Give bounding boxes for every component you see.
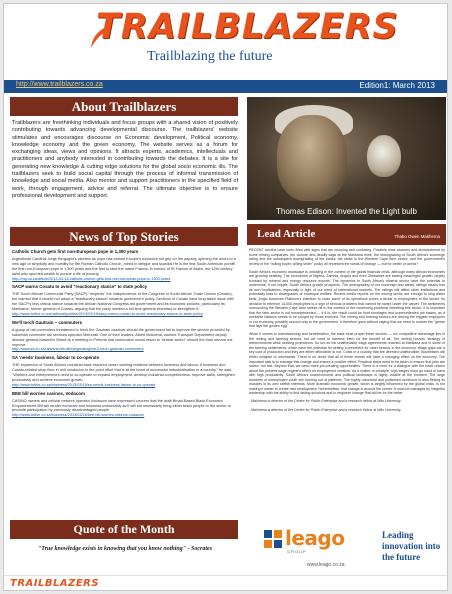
tagline: Trailblazing the future — [147, 49, 273, 64]
news-title: BEE bill worries casinos, Vodacom — [12, 390, 85, 396]
author-note: - Makhema is director of the Centre for Public Enterprise and a research fellow at Wits University. — [249, 407, 402, 412]
news-title: We'll torch Gautrain – commuters — [12, 319, 83, 325]
lead-paragraph: South Africa's economic landscape is unfolding in the context of the global financial crisis, although many African economies are growing healthily. The economies of Nigeria, Zambia, Angola and even Zimbabwe are seeing meaningful growth, largely boosted by mineral and energy resource exports. The dynamics in South Africa's mineral sector have the potential to undermine, if not cripple, South Africa's growth prospects. The downgrading of our sovereign and banks' ratings clearly has its own implications, especially in light of our need of international markets. The ratings will affect other institutions and potentially lead to downgrades of municipal entities. Recent media reports on the mining sector are enough to sing alarm bells. Anglo American Platinum's intention to close some of its operations poses a threat to employment in the sector. Its decision to retrench 14,000 employees is a sign of serious problems that cannot be swept under the carpet. The sentiments surrounding the Western Cape farm strikes hit in the context of the continuing problems besetting this sector. It is important that the farm sector is not misrepresented — if it is, the result could be food shortages and unprecedented job losses, as a workable balance needs to be sought by those involved. The mining and farming sectors are among the biggest employers in our economy, possibly second only to the government. It therefore goes without saying that we need to nurture the "geese that lays the golden egg". — [249, 269, 445, 329]
trailblazers-logo: TRAILBLAZERS — [96, 7, 399, 47]
leago-advert — [247, 522, 446, 570]
news-link[interactable]: http://mg.co.za/article/2013-03-14-catholic-church-gets-first-non-european-pope-in-1300-years — [12, 276, 171, 281]
footer — [4, 575, 448, 591]
news-link[interactable]: http://www.iol.co.za/news/south-africa/gauteng/we-ll-torch-gautrain-commuters — [12, 347, 144, 352]
leago-mark-icon — [263, 528, 283, 550]
news-item — [12, 356, 238, 387]
news-link[interactable]: http://www.bdlive.co.za/national/politics/2013/03/18/sacp-warns-cosatu-to-avoid-reactionary-stance-to-state-policy — [12, 311, 203, 316]
news-item — [12, 250, 238, 281]
news-title: Catholic Church gets first non-European pope in 1,300 years — [12, 249, 139, 254]
news-title: SA 'needs' business, labour to co-operate — [12, 355, 100, 361]
news-item — [12, 321, 238, 352]
news-item — [12, 285, 238, 316]
quote-text: "True knowledge exists in knowing that you know nothing" - Socrates — [37, 546, 213, 552]
leago-name: leago — [285, 526, 345, 550]
masthead — [4, 4, 448, 92]
website-link[interactable]: http://www.trailblazers.co.za — [16, 81, 103, 88]
leago-group: GROUP — [287, 549, 307, 554]
photo-face — [277, 115, 347, 201]
header-bar — [4, 80, 448, 93]
news-body: Argentinian Cardinal Jorge Bergoglio's election as pope has broken Europe's exclusive old grip on the papacy, opening the doors to a new age of simplicity and humility for the Roman Catholic Church, mired in intrigue and scandal.He is the first South American pontiff, the first non-European pope in 1,300 years and the first to take the name Francis, in honour of St Francis of Assisi, the 12th-century saint who spurned wealth to pursue a life of poverty. — [12, 256, 236, 276]
lead-byline: Thabo Owen Makhema — [394, 234, 440, 239]
news-title: SACP warns Cosatu to avoid "reactionary stance" to state policy — [12, 284, 148, 290]
lead-heading-text: Lead Article — [257, 228, 316, 240]
author-note: - Makhema is director of the Centre for Public Enterprise and a research fellow at Wits University. — [249, 399, 402, 404]
news-body: CASINO owners and cellular network operator Vodacom have expressed concern that the draft Broad-Based Black Economic Empowerment Bill will render exclusive and business unworkably as it will not necessarily bring either black people or the sector to promote participation by previously disadvantaged people. — [12, 398, 231, 413]
news-link[interactable]: http://www.bdlive.co.za/business/2013/03/18/bee-bill-worries-casinos-vodacom — [12, 413, 145, 418]
lead-heading — [247, 224, 446, 245]
edition-label: Edition1: March 2013 — [359, 81, 435, 90]
about-text: Trailblazers are freethinking individuals and focus groups with a shared vision of positively contributing towards advancing developmental discourse. The trailblazers' website stimulates and encourages discourse on Economic development, Political economy, knowledge economy and the green economy. The website serves as a forum for exchanging ideas, views and opinions. It attracts experts, academics, intellectuals and practitioners and anybody interested in contributing towards the debates. It is a site for generating new knowledge & cutting edge solutions for the global socio economic ills. The trailblazers seek to build social capital through the process of informal transmission of knowledge and social media. Also mentor and support practitioners in the specified field of work, through engagement, advice and referral. The ultimate objective is to ensure professional development and support. — [12, 120, 238, 199]
leago-slogan: Leading innovation into the future — [382, 530, 441, 562]
news-heading: News of Top Stories — [10, 227, 238, 246]
news-body: A group of rail commuters threatened to torch the Gautrain coaches should the government fail to improve the service provided by suburban commuter rail services operator Metrorail. One of their leaders, Albert Mokoena, warned Transport Department deputy director general Mawethu Vilana at a meeting in Pretoria that commuters would resort to "drastic action" should the train service not improve. — [12, 327, 233, 347]
lead-paragraph: When it comes to manufacturing and beneficiation, the state must propel these sectors — our competitive advantage lies in the mining and farming sectors, but we need to harness them for the benefit of all. The mining houses' strategy of retrenchments while seeking promotions. So too do the unaffordable wage agreements reached at Marikana and in some of the farming settlements, which have the potential for setting a precedent for other sectors in the economy. Wage gaps are a key cost of production and they are either affordable or not. Costs in a country that are deemed unaffordable, businesses will either collapse or mechanise. There is no doubt that all of these events will have a changing effect on the economy. The important task is to manage this change and ensure a positive effect. Practical steps need to be taken to ensure that jobs are saved, not lost. Beyond that, we need more job-creating opportunities. There is a need for a dialogue with the trade unions about the present wage regime's effect on employment creation. As a matter of principle, high wages must go hand in hand with high productivity. South Africa's socioeconomic and political landscape is highly volatile at the moment. The large numbers of unemployed youth are running out of patience. The highly unionised and politicised workforce is also flexing its muscles in its own selfish interests. More dramatic economic growth, which is largely influenced by the global crisis, is not making it easier to create new employment. Nevertheless, that change is around the corner. It must be managed by insightful leadership with the ability to find lasting solutions and to engineer change that will be for the better. — [249, 332, 445, 396]
news-link[interactable]: http://www.bdlive.co.za/business/2013/03/18/sa-needs-business-labour-to-co-operate — [12, 382, 156, 387]
quote-heading: Quote of the Month — [10, 520, 238, 539]
leago-website[interactable]: www.leago.co.za — [307, 562, 345, 568]
lead-paragraph: RECENT months have been filled with signs that are worrying and confusing. Possible mine closures and disinvestment by some mining companies, the closure and deadly saga at the Marikana mine, the downgrading of South Africa's sovereign rating and the subsequent downgrading of the banks; the strike in the Western Cape farm sector, and the government's review of the "willing buyer, willing seller" policy all represent the winds of change — but for better or worse? — [249, 248, 445, 266]
photo-caption: Thomas Edison: Invented the Light bulb — [276, 207, 417, 216]
lead-article — [249, 248, 445, 416]
light-bulb-icon — [367, 135, 401, 177]
news-body: THE South African Communist Party (SACP) "respects" the independence of the Congress of South African Trade Unions (Cosatu), but warned that it should not adopt a "reactionary stance" towards government policy. Sections of Cosatu have long taken issue with the SACP's less critical stance towards the African National Congress-led government and its economic policies, particularly its Mantashe, former general of Cosatu, arguing that the party needed a full time general secretary to strengthen it. — [12, 292, 234, 312]
edison-photo — [247, 97, 446, 220]
news-list — [12, 250, 238, 422]
about-heading: About Trailblazers — [10, 97, 238, 116]
news-body: THE expansion of South Africa's industrial base required closer working relations between business and labour. A business and Cosatu-related shop floor in unit conducive to the point effort that is at the heart of successful industrialisation in a country," he said. "Workers and entrepreneurs need to co-operate to expand employment, develop industrial competiveness, improve skills, strengthen productivity and achieve economic growth. — [12, 363, 235, 382]
news-item — [12, 392, 238, 419]
footer-logo: TRAILBLAZERS — [10, 578, 100, 589]
newsletter-page — [3, 3, 448, 591]
